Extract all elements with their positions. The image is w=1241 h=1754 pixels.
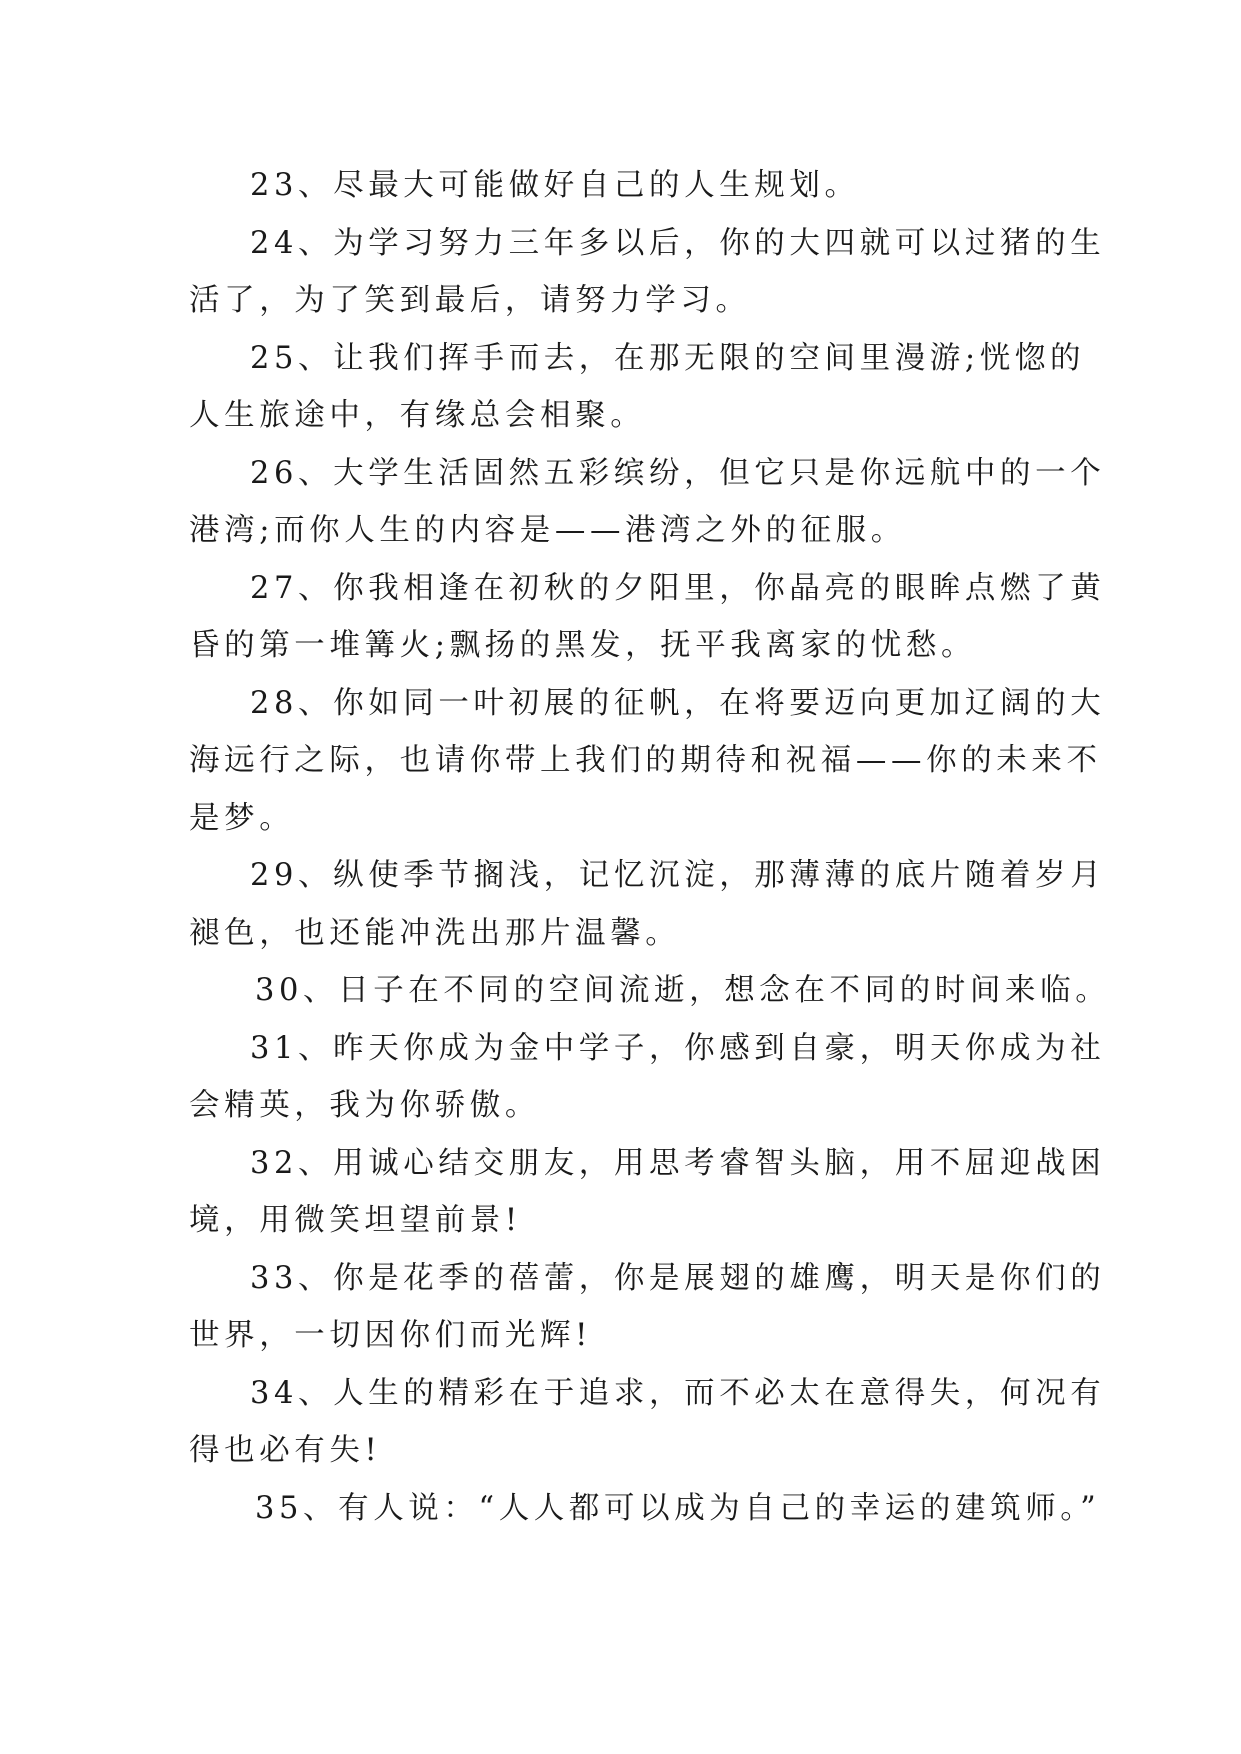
text-line: 32、用诚心结交朋友，用思考睿智头脑，用不屈迎战困 [250, 1146, 1106, 1181]
text-line: 33、你是花季的蓓蕾，你是展翅的雄鹰，明天是你们的 [250, 1261, 1106, 1296]
text-line: 24、为学习努力三年多以后，你的大四就可以过猪的生 [250, 226, 1106, 261]
text-line: 活了，为了笑到最后，请努力学习。 [189, 283, 751, 318]
text-line: 海远行之际，也请你带上我们的期待和祝福——你的未来不 [189, 743, 1102, 778]
text-line: 世界，一切因你们而光辉! [189, 1318, 592, 1353]
text-line: 31、昨天你成为金中学子，你感到自豪，明天你成为社 [250, 1031, 1106, 1066]
text-line: 28、你如同一叶初展的征帆，在将要迈向更加辽阔的大 [250, 686, 1106, 721]
text-line: 25、让我们挥手而去，在那无限的空间里漫游;恍惚的 [250, 341, 1086, 376]
text-line: 港湾;而你人生的内容是——港湾之外的征服。 [189, 513, 906, 548]
text-line: 23、尽最大可能做好自己的人生规划。 [250, 168, 860, 203]
text-line: 褪色，也还能冲洗出那片温馨。 [189, 916, 681, 951]
text-line: 26、大学生活固然五彩缤纷，但它只是你远航中的一个 [250, 456, 1106, 491]
text-line: 境，用微笑坦望前景! [189, 1203, 522, 1238]
text-line: 30、日子在不同的空间流逝，想念在不同的时间来临。 [255, 973, 1111, 1008]
text-line: 29、纵使季节搁浅，记忆沉淀，那薄薄的底片随着岁月 [250, 858, 1106, 893]
text-line: 得也必有失! [189, 1433, 382, 1468]
text-line: 人生旅途中，有缘总会相聚。 [189, 398, 646, 433]
text-line: 会精英，我为你骄傲。 [189, 1088, 540, 1123]
text-line: 34、人生的精彩在于追求，而不必太在意得失，何况有 [250, 1376, 1106, 1411]
text-line: 是梦。 [189, 801, 295, 836]
text-line: 27、你我相逢在初秋的夕阳里，你晶亮的眼眸点燃了黄 [250, 571, 1106, 606]
text-line: 昏的第一堆篝火;飘扬的黑发，抚平我离家的忧愁。 [189, 628, 977, 663]
text-line: 35、有人说：“人人都可以成为自己的幸运的建筑师。” [255, 1491, 1101, 1526]
